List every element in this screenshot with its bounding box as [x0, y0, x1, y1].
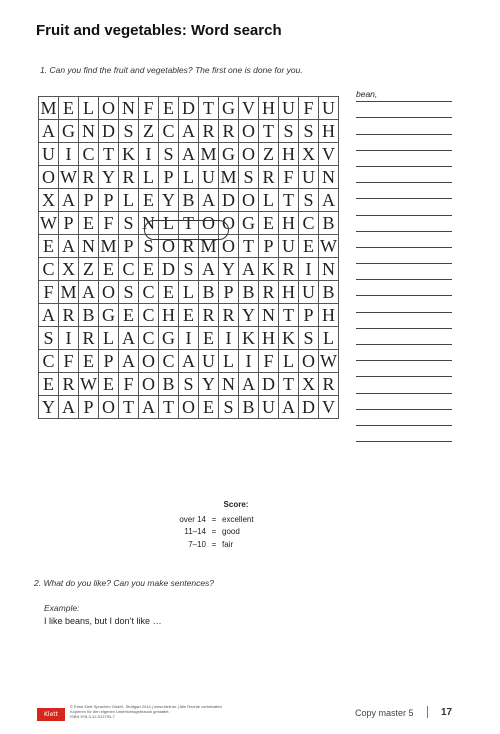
grid-letter: I — [219, 327, 239, 350]
answer-line[interactable] — [356, 118, 452, 134]
grid-letter: N — [139, 212, 159, 235]
page-number: 17 — [441, 707, 453, 718]
grid-letter: E — [299, 235, 319, 258]
answer-text: bean, — [356, 89, 378, 100]
grid-letter: C — [139, 304, 159, 327]
grid-letter: S — [119, 120, 139, 143]
grid-letter: L — [119, 189, 139, 212]
grid-letter: M — [219, 166, 239, 189]
grid-letter: C — [139, 327, 159, 350]
grid-letter: F — [299, 97, 319, 120]
grid-letter: F — [99, 212, 119, 235]
grid-letter: N — [259, 304, 279, 327]
answer-line[interactable] — [356, 135, 452, 151]
grid-letter: R — [179, 235, 199, 258]
grid-letter: B — [159, 373, 179, 396]
grid-letter: A — [179, 350, 199, 373]
grid-letter: P — [79, 189, 99, 212]
grid-letter: M — [199, 143, 219, 166]
grid-letter: G — [159, 327, 179, 350]
grid-letter: U — [299, 166, 319, 189]
grid-letter: R — [199, 304, 219, 327]
grid-letter: O — [99, 97, 119, 120]
grid-letter: H — [259, 327, 279, 350]
answer-line[interactable] — [356, 264, 452, 280]
grid-letter: O — [239, 189, 259, 212]
answer-line[interactable] — [356, 102, 452, 118]
answer-line[interactable] — [356, 248, 452, 264]
grid-letter: R — [119, 166, 139, 189]
answer-line[interactable] — [356, 86, 452, 102]
grid-letter: C — [139, 281, 159, 304]
score-box — [160, 500, 282, 551]
grid-letter: I — [59, 327, 79, 350]
grid-letter: O — [239, 143, 259, 166]
grid-letter: A — [119, 350, 139, 373]
grid-letter: C — [79, 143, 99, 166]
answer-line[interactable] — [356, 426, 452, 442]
grid-letter: P — [219, 281, 239, 304]
grid-letter: P — [259, 235, 279, 258]
grid-letter: U — [299, 281, 319, 304]
grid-letter: A — [59, 189, 79, 212]
grid-letter: W — [319, 235, 339, 258]
grid-letter: R — [79, 327, 99, 350]
grid-letter: H — [319, 304, 339, 327]
grid-letter: F — [139, 97, 159, 120]
grid-letter: E — [59, 97, 79, 120]
grid-letter: W — [39, 212, 59, 235]
grid-letter: Z — [139, 120, 159, 143]
grid-letter: L — [319, 327, 339, 350]
grid-letter: N — [79, 235, 99, 258]
grid-letter: A — [39, 120, 59, 143]
score-word: good — [222, 527, 240, 537]
grid-letter: Y — [39, 396, 59, 419]
grid-letter: C — [159, 120, 179, 143]
grid-letter: O — [139, 350, 159, 373]
grid-letter: L — [179, 281, 199, 304]
grid-letter: U — [199, 166, 219, 189]
grid-letter: F — [279, 166, 299, 189]
page-title: Fruit and vegetables: Word search — [36, 22, 282, 39]
grid-letter: N — [119, 97, 139, 120]
grid-letter: B — [79, 304, 99, 327]
grid-letter: N — [79, 120, 99, 143]
score-equals: = — [211, 539, 217, 549]
grid-letter: B — [239, 396, 259, 419]
grid-letter: O — [199, 212, 219, 235]
grid-letter: B — [239, 281, 259, 304]
grid-letter: R — [219, 120, 239, 143]
grid-letter: E — [159, 281, 179, 304]
grid-letter: U — [279, 97, 299, 120]
grid-letter: A — [119, 327, 139, 350]
score-row — [160, 513, 282, 526]
grid-letter: B — [319, 212, 339, 235]
grid-letter: T — [199, 97, 219, 120]
answer-line[interactable] — [356, 167, 452, 183]
publisher-logo: Klett — [37, 708, 65, 721]
copyright-line: © Ernst Klett Sprachen GmbH, Stuttgart 2014 | www.klett.de | Alle Rechte vorbehalten — [70, 704, 222, 709]
grid-letter: I — [179, 327, 199, 350]
grid-letter: P — [79, 396, 99, 419]
grid-letter: I — [139, 143, 159, 166]
grid-letter: A — [239, 373, 259, 396]
grid-letter: T — [239, 235, 259, 258]
grid-letter: K — [259, 258, 279, 281]
grid-letter: S — [159, 143, 179, 166]
copyright-line: ISBN 978-3-12-512793-7 — [70, 714, 115, 719]
grid-letter: T — [259, 120, 279, 143]
grid-letter: N — [319, 166, 339, 189]
grid-letter: W — [79, 373, 99, 396]
grid-letter: A — [39, 304, 59, 327]
score-row — [160, 538, 282, 551]
grid-letter: X — [299, 143, 319, 166]
grid-letter: O — [159, 235, 179, 258]
grid-letter: M — [39, 97, 59, 120]
grid-letter: K — [239, 327, 259, 350]
grid-letter: M — [59, 281, 79, 304]
grid-letter: T — [119, 396, 139, 419]
grid-letter: F — [119, 373, 139, 396]
grid-letter: S — [39, 327, 59, 350]
grid-letter: P — [299, 304, 319, 327]
grid-letter: R — [279, 258, 299, 281]
grid-letter: B — [199, 281, 219, 304]
grid-letter: D — [219, 189, 239, 212]
grid-letter: E — [199, 396, 219, 419]
grid-letter: U — [319, 97, 339, 120]
grid-letter: A — [79, 281, 99, 304]
grid-letter: V — [239, 97, 259, 120]
grid-letter: A — [179, 120, 199, 143]
grid-letter: T — [279, 189, 299, 212]
grid-letter: Y — [239, 304, 259, 327]
grid-letter: E — [199, 327, 219, 350]
score-word: excellent — [222, 514, 254, 524]
grid-letter: R — [319, 373, 339, 396]
grid-letter: P — [99, 350, 119, 373]
grid-letter: L — [179, 166, 199, 189]
grid-letter: E — [39, 235, 59, 258]
bean-circle-marker — [144, 220, 229, 240]
grid-letter: S — [139, 235, 159, 258]
example-text: I like beans, but I don’t like … — [44, 616, 162, 626]
grid-letter: E — [159, 97, 179, 120]
grid-letter: V — [319, 396, 339, 419]
grid-letter: E — [139, 189, 159, 212]
grid-letter: Z — [79, 258, 99, 281]
grid-letter: G — [99, 304, 119, 327]
grid-letter: V — [319, 143, 339, 166]
answer-line[interactable] — [356, 345, 452, 361]
grid-letter: H — [279, 212, 299, 235]
grid-letter: E — [79, 350, 99, 373]
answer-line[interactable] — [356, 183, 452, 199]
grid-letter: G — [219, 143, 239, 166]
grid-letter: O — [299, 350, 319, 373]
answer-line[interactable] — [356, 394, 452, 410]
answer-line[interactable] — [356, 313, 452, 329]
grid-letter: S — [279, 120, 299, 143]
grid-letter: U — [259, 396, 279, 419]
score-row — [160, 526, 282, 539]
grid-letter: X — [299, 373, 319, 396]
question-1: 1. Can you find the fruit and vegetables? The first one is done for you. — [40, 65, 303, 75]
grid-letter: A — [59, 396, 79, 419]
grid-letter: O — [219, 235, 239, 258]
grid-letter: E — [79, 212, 99, 235]
score-equals: = — [211, 514, 217, 524]
grid-letter: O — [99, 281, 119, 304]
grid-letter: S — [219, 396, 239, 419]
grid-letter: C — [299, 212, 319, 235]
grid-letter: H — [279, 143, 299, 166]
grid-letter: A — [319, 189, 339, 212]
grid-letter: A — [179, 143, 199, 166]
grid-letter: F — [59, 350, 79, 373]
grid-letter: R — [79, 166, 99, 189]
grid-letter: P — [59, 212, 79, 235]
score-range: over 14 — [179, 514, 206, 524]
answer-line[interactable] — [356, 377, 452, 393]
grid-letter: A — [199, 189, 219, 212]
answer-line[interactable] — [356, 199, 452, 215]
grid-letter: L — [99, 327, 119, 350]
grid-letter: P — [119, 235, 139, 258]
grid-letter: T — [159, 396, 179, 419]
grid-letter: P — [99, 189, 119, 212]
copyright-line: Kopieren für den eigenen Unterrichtsgebrauch gestattet. — [70, 709, 170, 714]
grid-letter: A — [139, 396, 159, 419]
grid-letter: B — [319, 281, 339, 304]
grid-letter: N — [319, 258, 339, 281]
grid-letter: U — [199, 350, 219, 373]
grid-letter: O — [179, 396, 199, 419]
grid-letter: Y — [219, 258, 239, 281]
grid-letter: S — [299, 189, 319, 212]
copy-master-label: Copy master 5 — [355, 708, 414, 718]
grid-letter: S — [299, 120, 319, 143]
example-label: Example: — [44, 603, 80, 613]
grid-letter: W — [59, 166, 79, 189]
grid-letter: O — [219, 212, 239, 235]
grid-letter: E — [179, 304, 199, 327]
grid-letter: R — [59, 373, 79, 396]
grid-letter: I — [299, 258, 319, 281]
grid-letter: X — [39, 189, 59, 212]
grid-letter: H — [159, 304, 179, 327]
score-range: 7–10 — [188, 539, 206, 549]
grid-letter: M — [99, 235, 119, 258]
grid-letter: I — [239, 350, 259, 373]
answer-line[interactable] — [356, 410, 452, 426]
grid-letter: U — [39, 143, 59, 166]
grid-letter: C — [39, 258, 59, 281]
grid-letter: H — [319, 120, 339, 143]
grid-letter: M — [199, 235, 219, 258]
score-equals: = — [211, 527, 217, 537]
grid-letter: E — [99, 373, 119, 396]
grid-letter: F — [39, 281, 59, 304]
grid-letter: L — [259, 189, 279, 212]
grid-letter: E — [259, 212, 279, 235]
grid-letter: S — [239, 166, 259, 189]
answer-lines — [356, 86, 452, 442]
grid-letter: R — [219, 304, 239, 327]
grid-letter: O — [139, 373, 159, 396]
grid-letter: H — [279, 281, 299, 304]
grid-letter: W — [319, 350, 339, 373]
grid-letter: P — [159, 166, 179, 189]
answer-line[interactable] — [356, 296, 452, 312]
grid-letter: I — [59, 143, 79, 166]
grid-letter: D — [179, 97, 199, 120]
grid-letter: Z — [259, 143, 279, 166]
grid-letter: T — [179, 212, 199, 235]
grid-letter: G — [59, 120, 79, 143]
grid-letter: S — [119, 281, 139, 304]
grid-letter: L — [219, 350, 239, 373]
grid-letter: K — [279, 327, 299, 350]
grid-letter: F — [259, 350, 279, 373]
word-search-grid — [38, 96, 339, 419]
score-word: fair — [222, 539, 234, 549]
grid-letter: N — [219, 373, 239, 396]
grid-letter: R — [199, 120, 219, 143]
grid-letter: R — [259, 166, 279, 189]
question-2: 2. What do you like? Can you make sentences? — [34, 578, 215, 588]
answer-line[interactable] — [356, 280, 452, 296]
answer-line[interactable] — [356, 216, 452, 232]
grid-letter: C — [159, 350, 179, 373]
grid-letter: S — [119, 212, 139, 235]
footer-divider — [427, 706, 428, 718]
grid-letter: S — [179, 373, 199, 396]
grid-letter: A — [279, 396, 299, 419]
grid-letter: A — [239, 258, 259, 281]
answer-line[interactable] — [356, 329, 452, 345]
grid-letter: R — [59, 304, 79, 327]
grid-letter: O — [239, 120, 259, 143]
grid-letter: T — [279, 373, 299, 396]
grid-letter: S — [179, 258, 199, 281]
grid-letter: O — [99, 396, 119, 419]
grid-letter: C — [39, 350, 59, 373]
grid-letter: R — [259, 281, 279, 304]
grid-letter: E — [99, 258, 119, 281]
score-title: Score: — [223, 500, 249, 509]
grid-letter: L — [79, 97, 99, 120]
grid-letter: C — [119, 258, 139, 281]
answer-line[interactable] — [356, 232, 452, 248]
grid-letter: L — [159, 212, 179, 235]
copyright-notice — [70, 704, 290, 719]
grid-letter: D — [99, 120, 119, 143]
grid-letter: T — [279, 304, 299, 327]
grid-letter: D — [259, 373, 279, 396]
grid-letter: H — [259, 97, 279, 120]
grid-letter: Y — [99, 166, 119, 189]
grid-letter: D — [299, 396, 319, 419]
grid-letter: X — [59, 258, 79, 281]
grid-letter: L — [279, 350, 299, 373]
grid-letter: L — [139, 166, 159, 189]
grid-letter: K — [119, 143, 139, 166]
grid-letter: E — [39, 373, 59, 396]
grid-letter: S — [299, 327, 319, 350]
grid-letter: Y — [159, 189, 179, 212]
grid-letter: O — [39, 166, 59, 189]
grid-letter: D — [159, 258, 179, 281]
grid-letter: A — [199, 258, 219, 281]
grid-letter: Y — [199, 373, 219, 396]
grid-letter: B — [179, 189, 199, 212]
grid-letter: U — [279, 235, 299, 258]
score-range: 11–14 — [184, 527, 206, 537]
grid-letter: E — [139, 258, 159, 281]
answer-line[interactable] — [356, 361, 452, 377]
grid-letter: A — [59, 235, 79, 258]
grid-letter: G — [239, 212, 259, 235]
grid-letter: T — [99, 143, 119, 166]
answer-line[interactable] — [356, 151, 452, 167]
grid-letter: G — [219, 97, 239, 120]
grid-letter: E — [119, 304, 139, 327]
